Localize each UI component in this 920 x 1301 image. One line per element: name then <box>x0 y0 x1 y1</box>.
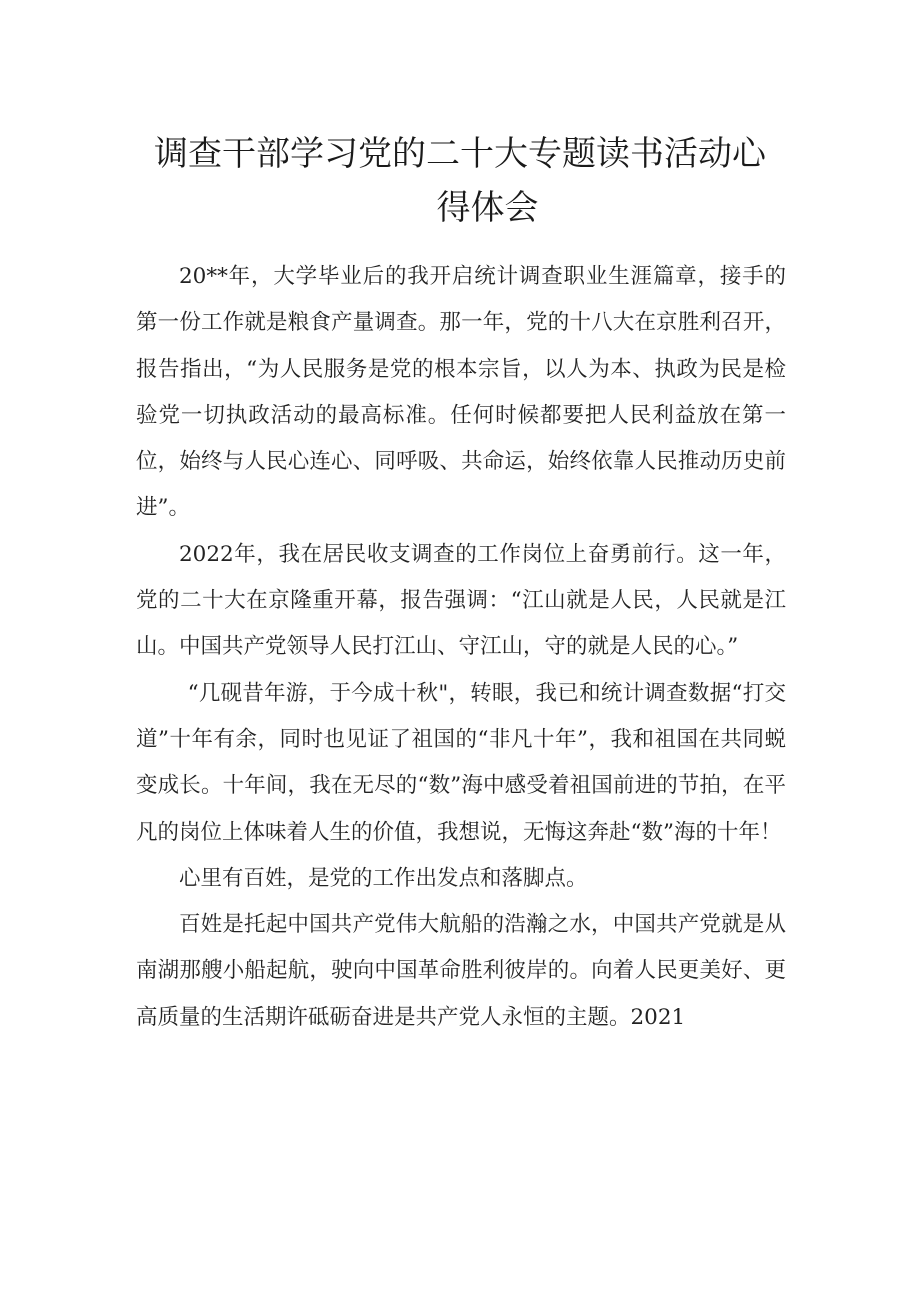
document-body <box>136 254 786 1041</box>
paragraph-4: 心里有百姓，是党的工作出发点和落脚点。 <box>179 865 588 891</box>
title-line-1: 调查干部学习党的二十大专题读书活动心 <box>154 134 766 174</box>
title-line-2: 得体会 <box>436 188 539 228</box>
paragraph-3: “几砚昔年游，于今成十秋"，转眼，我已和统计调查数据“打交道”十年有余，同时也见证了祖国的“非凡十年”，我和祖国在共同蜕变成长。十年间，我在无尽的“数”海中感受着祖国前进的节拍，在平凡的岗位上体味着人生的价值，我想说，无悔这奔赴“数”海的十年！ <box>136 680 786 845</box>
paragraph-2: 2022年，我在居民收支调查的工作岗位上奋勇前行。这一年，党的二十大在京隆重开幕，报告强调：“江山就是人民，人民就是江山。中国共产党领导人民打江山、守江山，守的就是人民的心。” <box>136 541 786 660</box>
paragraph-1: 20**年，大学毕业后的我开启统计调查职业生涯篇章，接手的第一份工作就是粮食产量调查。那一年，党的十八大在京胜利召开，报告指出，“为人民服务是党的根本宗旨，以人为本、执政为民是检验党一切执政活动的最高标准。任何时候都要把人民利益放在第一位，始终与人民心连心、同呼吸、共命运，始终依靠人民推动历史前进”。 <box>136 264 786 521</box>
paragraph-5: 百姓是托起中国共产党伟大航船的浩瀚之水，中国共产党就是从南湖那艘小船起航，驶向中国革命胜利彼岸的。向着人民更美好、更高质量的生活期许砥砺奋进是共产党人永恒的主题。2021 <box>136 912 786 1030</box>
document-title <box>110 127 810 235</box>
